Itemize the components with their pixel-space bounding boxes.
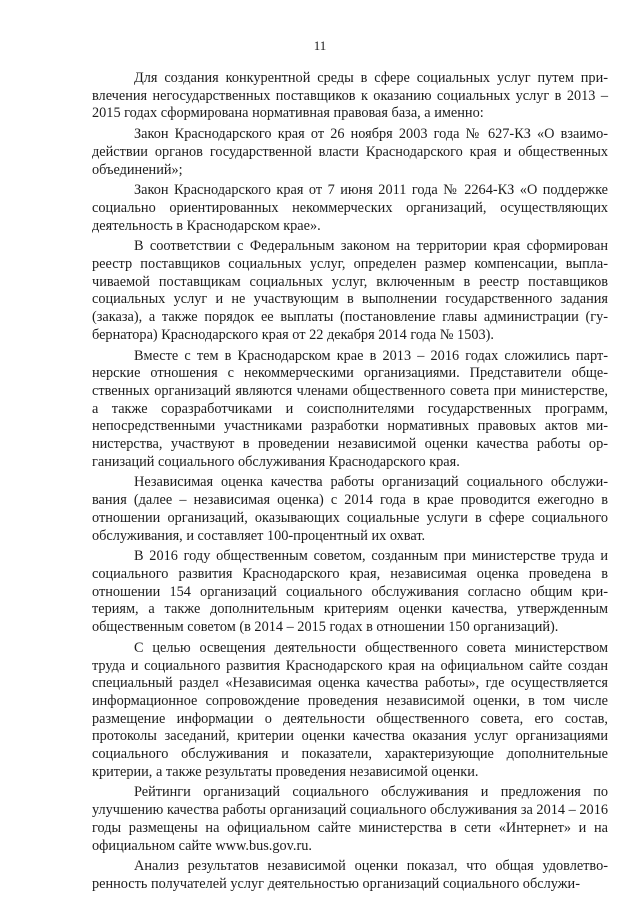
paragraph-assessment-2016: В 2016 году общественным советом, созданным при министерстве труда и социального развития Краснодарского края, независимая оценка проведена в отношении 154 организаций социального обслуживания согласно общим критериям, а также дополнительным критериям оценки качества, утвержденным общественным советом (в 2014 – 2015 годах в отношении 150 организаций).: [92, 548, 608, 636]
paragraph-providers-registry: В соответствии с Федеральным законом на территории края сформирован реестр поставщиков социальных услуг, определен размер компенсации, выплачиваемой поставщикам социальных услуг, включенным в реестр поставщиков социальных услуг и не участвующим в выполнении государственного задания (заказа), а также порядок ее выплаты (постановление главы администрации (губернатора) Краснодарского края от 22 декабря 2014 года № 1503).: [92, 238, 608, 343]
page-number: 11: [313, 38, 327, 53]
paragraph-ratings: Рейтинги организаций социального обслуживания и предложения по улучшению качества работы организаций социального обслуживания за 2014 – 2016 годы размещены на официальном сайте министерства в сети «Интернет» и на официальном сайте www.bus.gov.ru.: [92, 784, 608, 854]
paragraph-law-627-kz: Закон Краснодарского края от 26 ноября 2003 года № 627-КЗ «О взаимодействии органов государственной власти Краснодарского края и общественных объединений»;: [92, 126, 608, 178]
document-body: [92, 70, 608, 897]
paragraph-analysis-results: Анализ результатов независимой оценки показал, что общая удовлетворенность получателей услуг деятельностью организаций социального обслужи-: [92, 858, 608, 892]
paragraph-independent-assessment: Независимая оценка качества работы организаций социального обслуживания (далее – независимая оценка) с 2014 года в крае проводится ежегодно в отношении организаций, оказывающих социальные услуги в сфере социального обслуживания, и составляет 100-процентный их охват.: [92, 474, 608, 544]
paragraph-competitive-environment: Для создания конкурентной среды в сфере социальных услуг путем привлечения негосударственных поставщиков к оказанию социальных услуг в 2013 – 2015 годах сформирована нормативная правовая база, а именно:: [92, 70, 608, 122]
paragraph-law-2264-kz: Закон Краснодарского края от 7 июня 2011 года № 2264-КЗ «О поддержке социально ориентированных некоммерческих организаций, осуществляющих деятельность в Краснодарском крае».: [92, 182, 608, 234]
paragraph-website-section: С целью освещения деятельности общественного совета министерством труда и социального развития Краснодарского края на официальном сайте создан специальный раздел «Независимая оценка качества работы», где осуществляется информационное сопровождение проведения независимой оценки, в том числе размещение информации о деятельности общественного совета, его состав, протоколы заседаний, критерии оценки качества оказания услуг организациями социального обслуживания и показатели, характеризующие дополнительные критерии, а также результаты проведения независимой оценки.: [92, 639, 608, 780]
paragraph-partnership: Вместе с тем в Краснодарском крае в 2013 – 2016 годах сложились партнерские отношения с некоммерческими организациями. Представители общественных организаций являются членами общественного совета при министерстве, а также соразработчиками и соисполнителями государственных программ, непосредственными участниками разработки нормативных правовых актов министерства, участвуют в проведении независимой оценки качества работы организаций социального обслуживания Краснодарского края.: [92, 347, 608, 470]
